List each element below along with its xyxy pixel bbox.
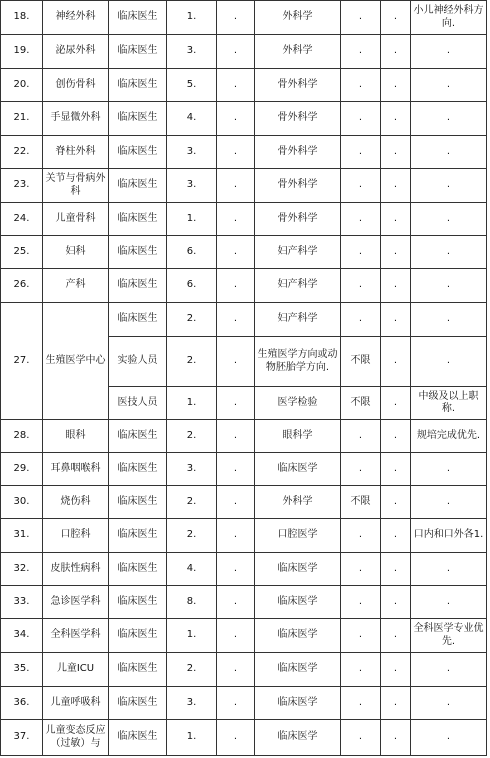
note-cell: .	[411, 720, 487, 756]
row-number: 35.	[1, 653, 43, 687]
table-row	[1, 203, 487, 236]
major-cell: 临床医学	[255, 553, 341, 586]
row-number: 36.	[1, 687, 43, 720]
headcount-cell: 1.	[167, 203, 217, 236]
note-cell: .	[411, 553, 487, 586]
extra-cell: .	[381, 619, 411, 653]
row-number: 27.	[1, 303, 43, 420]
major-cell: 临床医学	[255, 453, 341, 486]
table-row	[1, 1, 487, 35]
requirement-cell: .	[341, 269, 381, 303]
table-row	[1, 653, 487, 687]
education-cell: .	[217, 269, 255, 303]
note-cell: .	[411, 269, 487, 303]
note-cell: .	[411, 102, 487, 136]
extra-cell: .	[381, 687, 411, 720]
department-cell: 耳鼻咽喉科	[43, 453, 109, 486]
education-cell: .	[217, 720, 255, 756]
requirement-cell: .	[341, 586, 381, 619]
requirement-cell: .	[341, 136, 381, 169]
headcount-cell: 1.	[167, 1, 217, 35]
row-number: 30.	[1, 486, 43, 519]
position-cell: 临床医生	[109, 720, 167, 756]
headcount-cell: 2.	[167, 303, 217, 337]
extra-cell: .	[381, 486, 411, 519]
department-cell: 产科	[43, 269, 109, 303]
row-number: 19.	[1, 35, 43, 69]
position-cell: 临床医生	[109, 169, 167, 203]
requirement-cell: .	[341, 203, 381, 236]
department-cell: 全科医学科	[43, 619, 109, 653]
education-cell: .	[217, 486, 255, 519]
department-cell: 烧伤科	[43, 486, 109, 519]
education-cell: .	[217, 203, 255, 236]
headcount-cell: 3.	[167, 687, 217, 720]
position-cell: 临床医生	[109, 102, 167, 136]
requirement-cell: .	[341, 453, 381, 486]
major-cell: 生殖医学方向或动物胚胎学方向.	[255, 337, 341, 387]
row-number: 29.	[1, 453, 43, 486]
education-cell: .	[217, 586, 255, 619]
department-cell: 妇科	[43, 236, 109, 269]
position-cell: 临床医生	[109, 519, 167, 553]
position-cell: 临床医生	[109, 303, 167, 337]
education-cell: .	[217, 169, 255, 203]
department-cell: 脊柱外科	[43, 136, 109, 169]
major-cell: 临床医学	[255, 619, 341, 653]
department-cell: 创伤骨科	[43, 69, 109, 102]
headcount-cell: 3.	[167, 169, 217, 203]
education-cell: .	[217, 420, 255, 453]
education-cell: .	[217, 102, 255, 136]
extra-cell: .	[381, 169, 411, 203]
note-cell: 全科医学专业优先.	[411, 619, 487, 653]
major-cell: 骨外科学	[255, 69, 341, 102]
table-row	[1, 303, 487, 337]
row-number: 33.	[1, 586, 43, 619]
major-cell: 临床医学	[255, 586, 341, 619]
requirement-cell: .	[341, 519, 381, 553]
headcount-cell: 4.	[167, 553, 217, 586]
row-number: 22.	[1, 136, 43, 169]
major-cell: 妇产科学	[255, 269, 341, 303]
headcount-cell: 2.	[167, 420, 217, 453]
department-cell: 泌尿外科	[43, 35, 109, 69]
education-cell: .	[217, 519, 255, 553]
extra-cell: .	[381, 69, 411, 102]
requirement-cell: .	[341, 720, 381, 756]
table-row	[1, 35, 487, 69]
education-cell: .	[217, 35, 255, 69]
table-row	[1, 102, 487, 136]
extra-cell: .	[381, 35, 411, 69]
extra-cell: .	[381, 519, 411, 553]
requirement-cell: .	[341, 69, 381, 102]
major-cell: 妇产科学	[255, 303, 341, 337]
department-cell: 儿童变态反应（过敏）与	[43, 720, 109, 756]
education-cell: .	[217, 387, 255, 420]
requirement-cell: 不限	[341, 486, 381, 519]
extra-cell: .	[381, 420, 411, 453]
major-cell: 临床医学	[255, 720, 341, 756]
extra-cell: .	[381, 453, 411, 486]
headcount-cell: 1.	[167, 720, 217, 756]
note-cell: 口内和口外各1.	[411, 519, 487, 553]
note-cell: .	[411, 136, 487, 169]
major-cell: 口腔医学	[255, 519, 341, 553]
table-row	[1, 69, 487, 102]
row-number: 20.	[1, 69, 43, 102]
note-cell: .	[411, 653, 487, 687]
row-number: 34.	[1, 619, 43, 653]
row-number: 23.	[1, 169, 43, 203]
education-cell: .	[217, 136, 255, 169]
note-cell: .	[411, 69, 487, 102]
department-cell: 眼科	[43, 420, 109, 453]
position-cell: 临床医生	[109, 687, 167, 720]
requirement-cell: 不限	[341, 337, 381, 387]
department-cell: 儿童ICU	[43, 653, 109, 687]
department-cell: 手显微外科	[43, 102, 109, 136]
table-row	[1, 269, 487, 303]
major-cell: 外科学	[255, 1, 341, 35]
education-cell: .	[217, 337, 255, 387]
education-cell: .	[217, 236, 255, 269]
table-row	[1, 553, 487, 586]
extra-cell: .	[381, 720, 411, 756]
position-cell: 临床医生	[109, 586, 167, 619]
major-cell: 骨外科学	[255, 203, 341, 236]
headcount-cell: 8.	[167, 586, 217, 619]
education-cell: .	[217, 553, 255, 586]
position-cell: 临床医生	[109, 553, 167, 586]
note-cell: .	[411, 453, 487, 486]
education-cell: .	[217, 303, 255, 337]
position-cell: 实验人员	[109, 337, 167, 387]
extra-cell: .	[381, 653, 411, 687]
requirement-cell: .	[341, 653, 381, 687]
row-number: 24.	[1, 203, 43, 236]
row-number: 21.	[1, 102, 43, 136]
table-row	[1, 136, 487, 169]
note-cell: .	[411, 687, 487, 720]
position-cell: 临床医生	[109, 1, 167, 35]
note-cell: .	[411, 303, 487, 337]
major-cell: 骨外科学	[255, 102, 341, 136]
headcount-cell: 3.	[167, 136, 217, 169]
headcount-cell: 1.	[167, 619, 217, 653]
major-cell: 临床医学	[255, 653, 341, 687]
headcount-cell: 6.	[167, 269, 217, 303]
note-cell: .	[411, 486, 487, 519]
requirement-cell: .	[341, 35, 381, 69]
note-cell: .	[411, 236, 487, 269]
note-cell: .	[411, 35, 487, 69]
requirement-cell: 不限	[341, 387, 381, 420]
extra-cell: .	[381, 203, 411, 236]
row-number: 18.	[1, 1, 43, 35]
table-row	[1, 687, 487, 720]
headcount-cell: 3.	[167, 453, 217, 486]
note-cell: 规培完成优先.	[411, 420, 487, 453]
row-number: 26.	[1, 269, 43, 303]
row-number: 25.	[1, 236, 43, 269]
requirement-cell: .	[341, 303, 381, 337]
row-number: 28.	[1, 420, 43, 453]
position-cell: 临床医生	[109, 420, 167, 453]
note-cell: .	[411, 203, 487, 236]
extra-cell: .	[381, 136, 411, 169]
headcount-cell: 2.	[167, 486, 217, 519]
position-cell: 临床医生	[109, 35, 167, 69]
table-row	[1, 486, 487, 519]
headcount-cell: 1.	[167, 387, 217, 420]
requirement-cell: .	[341, 687, 381, 720]
note-cell: .	[411, 586, 487, 619]
education-cell: .	[217, 69, 255, 102]
headcount-cell: 3.	[167, 35, 217, 69]
note-cell: .	[411, 337, 487, 387]
table-row	[1, 453, 487, 486]
extra-cell: .	[381, 337, 411, 387]
row-number: 32.	[1, 553, 43, 586]
extra-cell: .	[381, 1, 411, 35]
major-cell: 外科学	[255, 35, 341, 69]
education-cell: .	[217, 1, 255, 35]
education-cell: .	[217, 653, 255, 687]
row-number: 37.	[1, 720, 43, 756]
department-cell: 儿童呼吸科	[43, 687, 109, 720]
extra-cell: .	[381, 102, 411, 136]
requirement-cell: .	[341, 553, 381, 586]
department-cell: 神经外科	[43, 1, 109, 35]
major-cell: 骨外科学	[255, 136, 341, 169]
table-row	[1, 236, 487, 269]
headcount-cell: 4.	[167, 102, 217, 136]
requirement-cell: .	[341, 102, 381, 136]
headcount-cell: 2.	[167, 519, 217, 553]
major-cell: 妇产科学	[255, 236, 341, 269]
extra-cell: .	[381, 269, 411, 303]
table-row	[1, 169, 487, 203]
department-cell: 生殖医学中心	[43, 303, 109, 420]
headcount-cell: 6.	[167, 236, 217, 269]
table-row	[1, 720, 487, 756]
department-cell: 关节与骨病外科	[43, 169, 109, 203]
major-cell: 骨外科学	[255, 169, 341, 203]
position-cell: 临床医生	[109, 486, 167, 519]
table-row	[1, 519, 487, 553]
note-cell: 中级及以上职称.	[411, 387, 487, 420]
table-row	[1, 420, 487, 453]
requirement-cell: .	[341, 236, 381, 269]
headcount-cell: 5.	[167, 69, 217, 102]
position-cell: 医技人员	[109, 387, 167, 420]
extra-cell: .	[381, 553, 411, 586]
position-cell: 临床医生	[109, 269, 167, 303]
department-cell: 急诊医学科	[43, 586, 109, 619]
major-cell: 临床医学	[255, 687, 341, 720]
note-cell: .	[411, 169, 487, 203]
education-cell: .	[217, 687, 255, 720]
headcount-cell: 2.	[167, 337, 217, 387]
department-cell: 口腔科	[43, 519, 109, 553]
position-cell: 临床医生	[109, 453, 167, 486]
position-cell: 临床医生	[109, 236, 167, 269]
major-cell: 外科学	[255, 486, 341, 519]
requirement-cell: .	[341, 420, 381, 453]
major-cell: 医学检验	[255, 387, 341, 420]
department-cell: 皮肤性病科	[43, 553, 109, 586]
position-cell: 临床医生	[109, 653, 167, 687]
table-row	[1, 619, 487, 653]
education-cell: .	[217, 619, 255, 653]
requirement-cell: .	[341, 1, 381, 35]
extra-cell: .	[381, 387, 411, 420]
requirement-cell: .	[341, 619, 381, 653]
extra-cell: .	[381, 303, 411, 337]
position-cell: 临床医生	[109, 619, 167, 653]
extra-cell: .	[381, 236, 411, 269]
table-row	[1, 586, 487, 619]
education-cell: .	[217, 453, 255, 486]
position-cell: 临床医生	[109, 203, 167, 236]
table-body	[1, 1, 487, 756]
row-number: 31.	[1, 519, 43, 553]
position-cell: 临床医生	[109, 69, 167, 102]
position-cell: 临床医生	[109, 136, 167, 169]
extra-cell: .	[381, 586, 411, 619]
department-cell: 儿童骨科	[43, 203, 109, 236]
note-cell: 小儿神经外科方向.	[411, 1, 487, 35]
requirement-cell: .	[341, 169, 381, 203]
major-cell: 眼科学	[255, 420, 341, 453]
headcount-cell: 2.	[167, 653, 217, 687]
